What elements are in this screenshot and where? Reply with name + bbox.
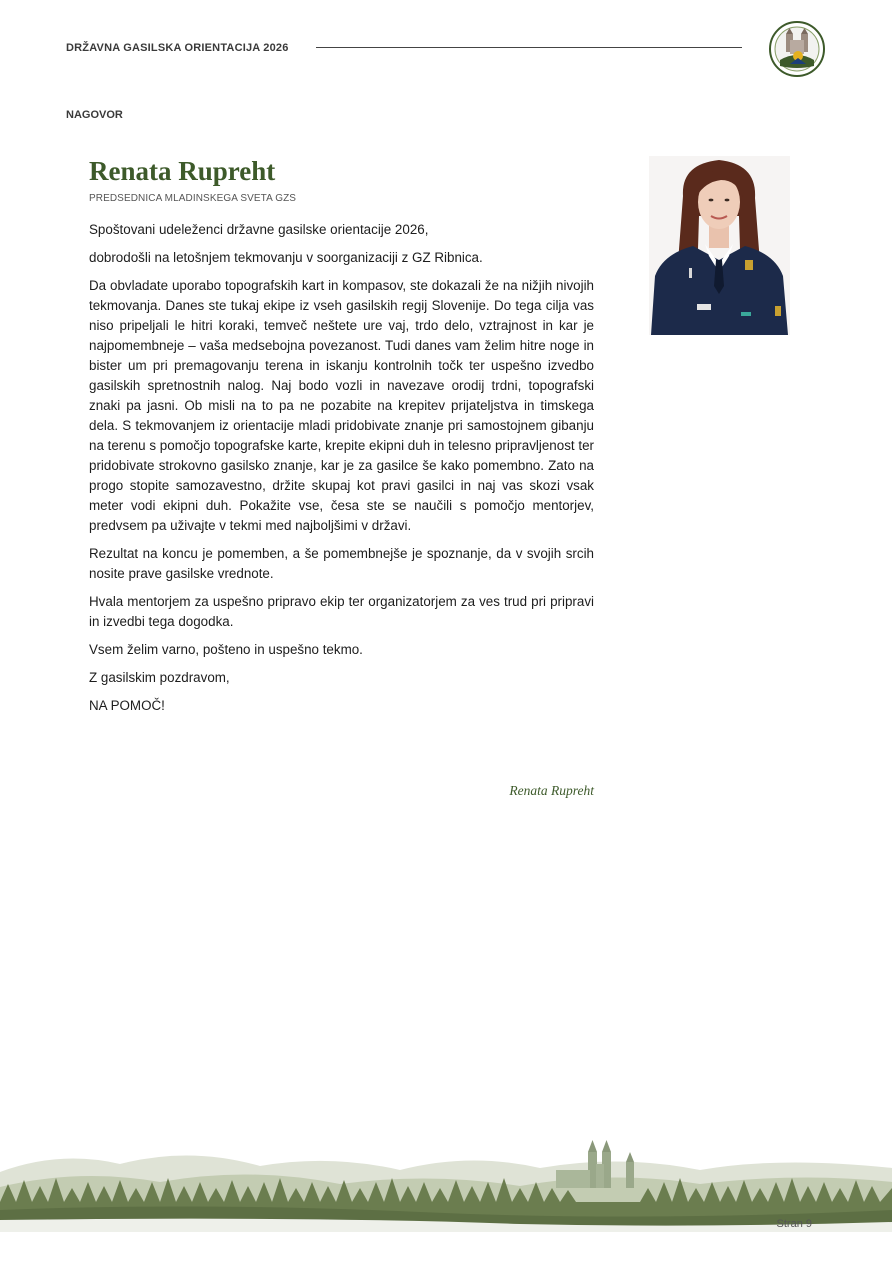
letter-paragraph: Da obvladate uporabo topografskih kart in kompasov, ste dokazali že na nižjih nivojih tekmovanja. Danes ste tukaj ekipe iz vseh gasilskih regij Slovenije. Do tega cilja vas niso pripeljali le hitri koraki, temveč neštete ure vaj, trdo delo, vztrajnost in kar je najpomembneje – vaša medsebojna povezanost. Tudi danes vam želim hitre noge in bister um pri premagovanju terena in iskanju kontrolnih točk ter uspešno izvedbo gasilskih spretnostnih nalog. Naj bodo vozli in navezave orodij trdni, topografski znaki pa jasni. Ob misli na to pa ne pozabite na krepitev prijateljstva in timskega dela. S tekmovanjem iz orientacije mladi pridobivate znanje pri samostojnem gibanju na terenu s pomočjo topografske karte, krepite ekipni duh in telesno pripravljenost ter pridobivate strokovno gasilsko znanje, kar je za gasilce še kako pomembno. Zato na progo stopite samozavestno, držite skupaj kot pravi gasilci in naj vas skozi vsak meter vodi ekipni duh. Pokažite vse, česa ste se naučili s pomočjo mentorjev, predvsem pa uživajte v tekmi med najboljšimi v državi. [89, 278, 594, 533]
author-role: PREDSEDNICA MLADINSKEGA SVETA GZS [89, 193, 297, 204]
letter-paragraph: Vsem želim varno, pošteno in uspešno tekmo. [89, 642, 363, 657]
letter-paragraph: Spoštovani udeleženci državne gasilske orientacije 2026, [89, 222, 429, 237]
signature: Renata Rupreht [509, 783, 594, 798]
forest-landscape-illustration [0, 1132, 892, 1232]
letter-paragraph: Hvala mentorjem za uspešno pripravo ekip ter organizatorjem za ves trud pri pripravi in izvedbi tega dogodka. [89, 594, 594, 629]
page-number: Stran 9 [776, 1218, 812, 1230]
portrait-photo [649, 156, 790, 335]
letter-paragraph: Z gasilskim pozdravom, [89, 670, 230, 685]
letter-body [89, 220, 594, 724]
header-title: DRŽAVNA GASILSKA ORIENTACIJA 2026 [66, 42, 289, 54]
author-name: Renata Rupreht [89, 156, 276, 186]
fire-brigade-logo-icon [768, 20, 826, 78]
header-divider [316, 47, 742, 48]
letter-paragraph: NA POMOČ! [89, 698, 165, 713]
letter-paragraph: Rezultat na koncu je pomemben, a še pomembnejše je spoznanje, da v svojih srcih nosite prave gasilske vrednote. [89, 546, 594, 581]
section-label: NAGOVOR [66, 109, 123, 121]
letter-paragraph: dobrodošli na letošnjem tekmovanju v soorganizaciji z GZ Ribnica. [89, 250, 483, 265]
